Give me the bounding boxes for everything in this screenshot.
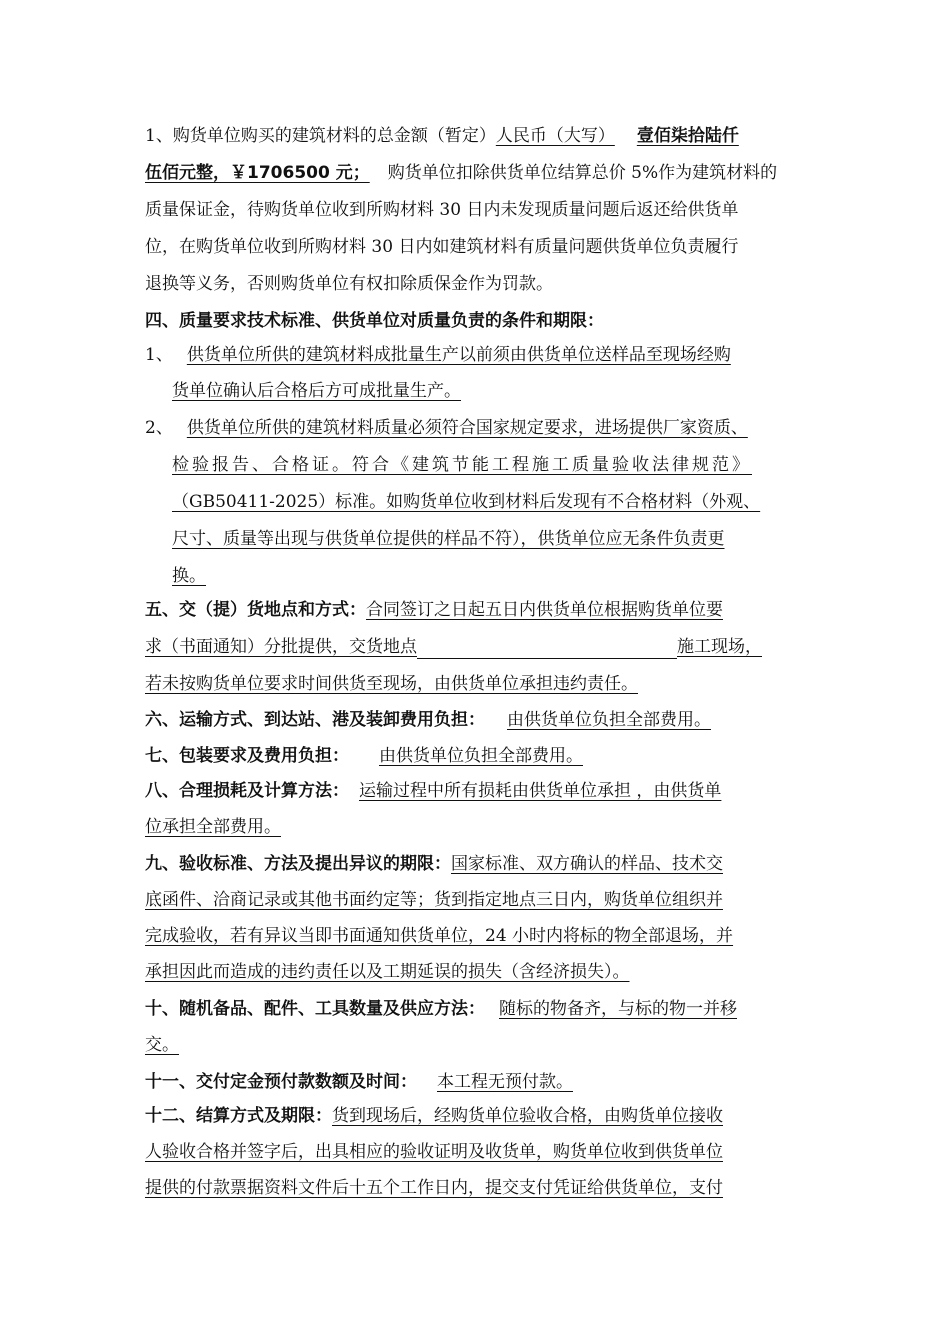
clause-1-line-5: 退换等义务，否则购货单位有权扣除质保金作为罚款。 (145, 274, 553, 294)
section-12-line-1: 十二、结算方式及期限：货到现场后，经购货单位验收合格，由购货单位接收 (145, 1106, 723, 1126)
section-9-line-1: 九、验收标准、方法及提出异议的期限：国家标准、双方确认的样品、技术交 (145, 854, 723, 874)
section-4-item-1-line-2: 货单位确认后合格后方可成批量生产。 (172, 381, 461, 401)
clause-1-line-3: 质量保证金，待购货单位收到所购材料 30 日内未发现质量问题后返还给供货单 (145, 200, 739, 220)
clause-1-line-2: 伍佰元整，￥1706500 元； 购货单位扣除供货单位结算总价 5%作为建筑材料的 (145, 163, 778, 183)
section-9-line-2: 底函件、洽商记录或其他书面约定等；货到指定地点三日内，购货单位组织并 (145, 890, 723, 910)
section-12-line-3: 提供的付款票据资料文件后十五个工作日内，提交支付凭证给供货单位，支付 (145, 1178, 723, 1198)
section-4-item-2-line-4: 尺寸、质量等出现与供货单位提供的样品不符），供货单位应无条件负责更 (172, 529, 725, 549)
amount-value: 伍佰元整，￥1706500 元； (145, 163, 370, 183)
section-7-heading: 七、包装要求及费用负担： (145, 746, 349, 766)
section-10-heading: 十、随机备品、配件、工具数量及供应方法： (145, 999, 485, 1019)
section-4-heading: 四、质量要求技术标准、供货单位对质量负责的条件和期限： (145, 311, 604, 331)
section-4-item-2-line-2: 检验报告、合格证。符合《建筑节能工程施工质量验收法律规范》 (172, 455, 752, 475)
delivery-location-blank (417, 640, 677, 659)
section-8-line-2: 位承担全部费用。 (145, 817, 281, 837)
section-4-item-2-line-3: （GB50411-2025）标准。如购货单位收到材料后发现有不合格材料（外观、 (172, 492, 761, 512)
clause-1-line-4: 位，在购货单位收到所购材料 30 日内如建筑材料有质量问题供货单位负责履行 (145, 237, 739, 257)
section-9-heading: 九、验收标准、方法及提出异议的期限： (145, 854, 451, 874)
section-11-heading: 十一、交付定金预付款数额及时间： (145, 1072, 417, 1092)
clause-1-text: 1、购货单位购买的建筑材料的总金额（暂定） (145, 126, 496, 146)
amount-currency-label: 人民币（大写） (495, 126, 615, 146)
section-4-item-1-line-1: 1、 供货单位所供的建筑材料成批量生产以前须由供货单位送样品至现场经购 (145, 345, 731, 365)
section-10-line-2: 交。 (145, 1035, 179, 1055)
section-11-line: 十一、交付定金预付款数额及时间： 本工程无预付款。 (145, 1072, 573, 1092)
section-9-line-4: 承担因此而造成的违约责任以及工期延误的损失（含经济损失）。 (145, 962, 630, 982)
section-7-line: 七、包装要求及费用负担： 由供货单位负担全部费用。 (145, 746, 583, 766)
section-4-item-2-line-5: 换。 (172, 566, 206, 586)
section-12-line-2: 人验收合格并签字后，出具相应的验收证明及收货单，购货单位收到供货单位 (145, 1142, 723, 1162)
section-5-line-2: 求（书面通知）分批提供，交货地点 施工现场， (145, 637, 762, 657)
section-9-line-3: 完成验收，若有异议当即书面通知供货单位，24 小时内将标的物全部退场，并 (145, 926, 734, 946)
section-10-line-1: 十、随机备品、配件、工具数量及供应方法： 随标的物备齐，与标的物一并移 (145, 999, 737, 1019)
clause-1-line-1 (145, 124, 739, 148)
section-5-heading: 五、交（提）货地点和方式： (145, 600, 366, 620)
section-4-item-2-line-1: 2、 供货单位所供的建筑材料质量必须符合国家规定要求，进场提供厂家资质、 (145, 418, 748, 438)
section-6-line: 六、运输方式、到达站、港及装卸费用负担： 由供货单位负担全部费用。 (145, 710, 711, 730)
section-5-line-1: 五、交（提）货地点和方式：合同签订之日起五日内供货单位根据购货单位要 (145, 600, 723, 620)
amount-in-words: 壹佰柒拾陆仟 (636, 126, 739, 146)
section-6-heading: 六、运输方式、到达站、港及装卸费用负担： (145, 710, 485, 730)
section-8-heading: 八、合理损耗及计算方法： (145, 781, 349, 801)
section-5-line-3: 若未按购货单位要求时间供货至现场，由供货单位承担违约责任。 (145, 674, 638, 694)
section-8-line-1: 八、合理损耗及计算方法： 运输过程中所有损耗由供货单位承担 ，由供货单 (145, 781, 722, 801)
section-12-heading: 十二、结算方式及期限： (145, 1106, 332, 1126)
